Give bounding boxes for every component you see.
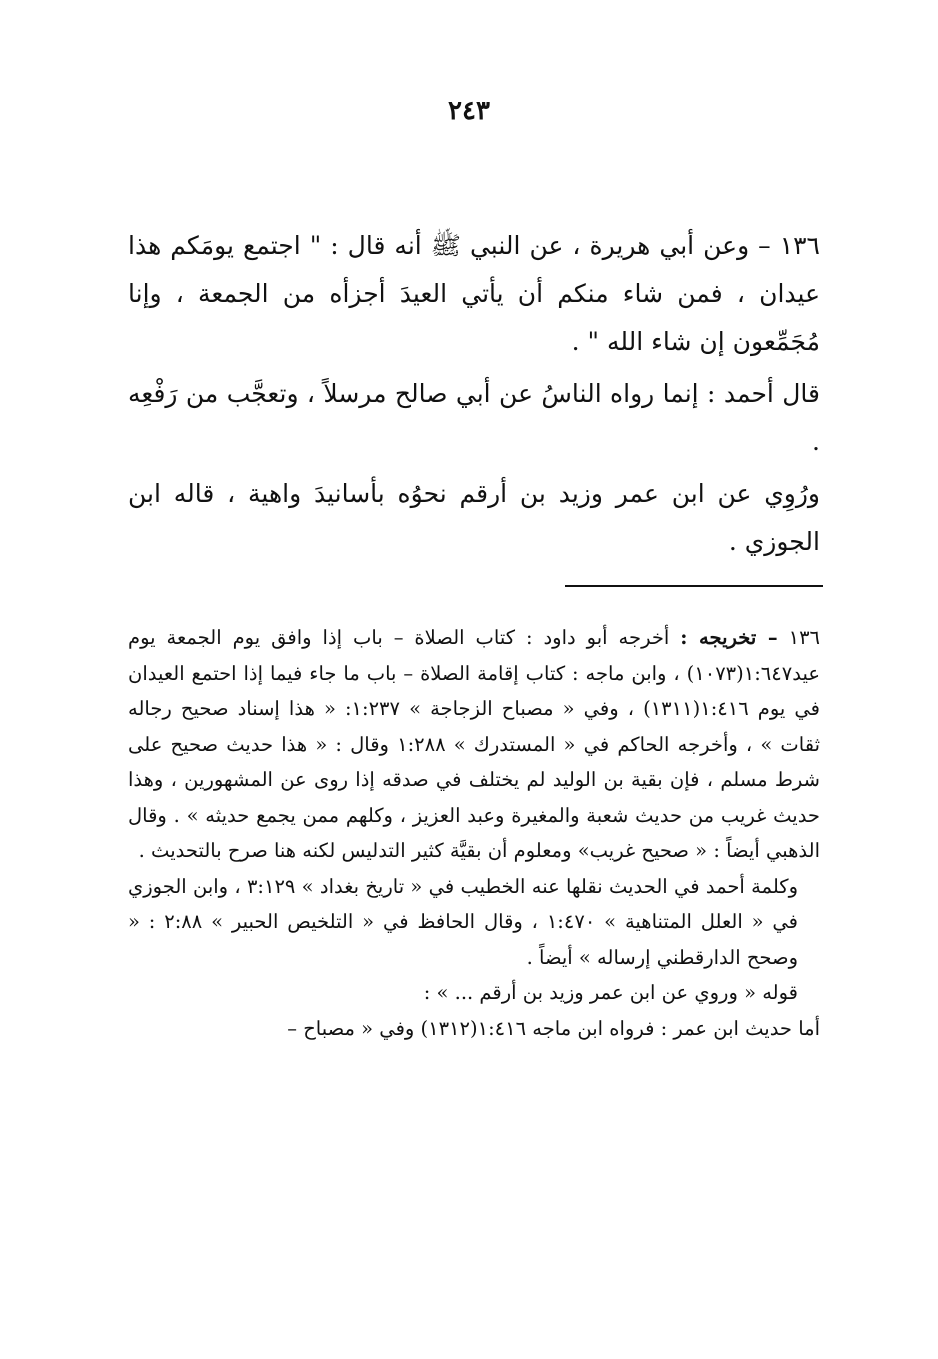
page-number: ٢٤٣ xyxy=(448,96,490,126)
takhrij-label: – تخريجه : xyxy=(680,626,778,649)
main-text-block xyxy=(128,222,820,566)
footnote-takhrij xyxy=(128,620,820,869)
footnote-number: ١٣٦ xyxy=(788,626,821,649)
footnote-divider xyxy=(565,585,823,587)
footnote-paragraph-2: وكلمة أحمد في الحديث نقلها عنه الخطيب في « تاريخ بغداد » ٣:١٢٩ ، وابن الجوزي في « العلل المتناهية » ١:٤٧٠ ، وقال الحافظ في « التلخيص الحبير » ٢:٨٨ : « وصحح الدارقطني إرساله » أيضاً . xyxy=(128,874,798,969)
ahmad-statement: قال أحمد : إنما رواه الناسُ عن أبي صالح مرسلاً ، وتعجَّب من رَفْعِه . xyxy=(128,379,820,456)
footnote-paragraph-1: أخرجه أبو داود : كتاب الصلاة – باب إذا وافق يوم الجمعة يوم عيد١:٦٤٧(١٠٧٣) ، وابن ماجه : كتاب إقامة الصلاة – باب ما جاء فيما إذا احتمع العيدان في يوم ١:٤١٦(١٣١١) ، وفي « مصباح الزجاجة » ١:٢٣٧: « هذا إسناد صحيح رجاله ثقات » ، وأخرجه الحاكم في « المستدرك » ١:٢٨٨ وقال : « هذا حديث صحيح على شرط مسلم ، فإن بقية بن الوليد لم يختلف في صدقه إذا روى عن المشهورين ، وهذا حديث غريب من حديث شعبة والمغيرة وعبد العزيز ، وكلهم ممن يجمع حديثه » . وقال الذهبي أيضاً : « صحيح غريب» ومعلوم أن بقيَّة كثير التدليس لكنه هنا صرح بالتحديث . xyxy=(128,626,821,862)
footnotes-block xyxy=(128,620,820,1046)
hadith-number: ١٣٦ xyxy=(779,231,820,260)
rowiya-statement: ورُوِي عن ابن عمر وزيد بن أرقم نحوُه بأسانيدَ واهية ، قاله ابن الجوزي . xyxy=(128,479,820,556)
footnote-paragraph-4: أما حديث ابن عمر : فرواه ابن ماجه ١:٤١٦(١٣١٢) وفي « مصباح – xyxy=(287,1016,820,1040)
footnote-paragraph-3: قوله « وروي عن ابن عمر وزيد بن أرقم ... » : xyxy=(423,981,798,1004)
hadith-text: – وعن أبي هريرة ، عن النبي ﷺ أنه قال : " اجتمع يومَكم هذا عيدان ، فمن شاء منكم أن يأتي العيدَ أجزأه من الجمعة ، وإنا مُجَمِّعون إن شاء الله " . xyxy=(128,231,820,356)
hadith-paragraph xyxy=(128,222,820,366)
